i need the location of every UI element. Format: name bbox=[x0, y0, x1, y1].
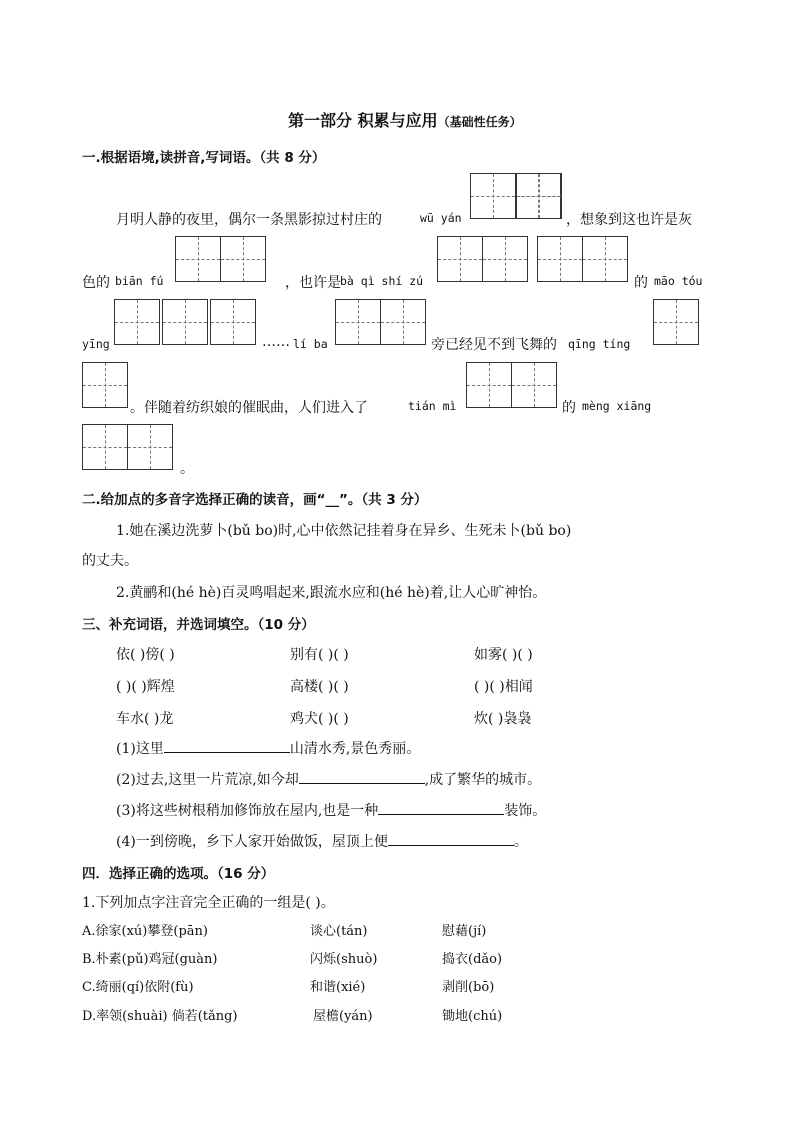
fill-4-before: (4)一到傍晚，乡下人家开始做饭，屋顶上便 bbox=[116, 834, 388, 850]
option-d-1[interactable]: D.率领(shuài) 倘若(tǎng) bbox=[82, 1009, 238, 1024]
section2-q1-line1: 1.她在溪边洗萝卜(bǔ bo)时,心中依然记挂着身在异乡、生死未卜(bǔ bo) bbox=[116, 523, 572, 539]
grid-cell bbox=[482, 236, 528, 282]
page-title bbox=[288, 108, 522, 131]
section1-heading: 一.根据语境,读拼音,写词语。（共 8 分） bbox=[82, 150, 326, 166]
option-d-2: 屋檐(yán) bbox=[313, 1009, 373, 1024]
line4-text: 。伴随着纺织娘的催眠曲，人们进入了 bbox=[130, 400, 368, 416]
pinyin-qingting: qīng tíng bbox=[568, 337, 631, 351]
idiom-1-3: 如雾( )( ) bbox=[474, 647, 533, 663]
answer-grid-wuyan-b[interactable] bbox=[516, 173, 561, 219]
line4-de: 的 bbox=[562, 400, 576, 416]
option-d-3: 锄地(chú) bbox=[442, 1009, 503, 1024]
answer-grid-tianmi[interactable] bbox=[466, 362, 556, 408]
answer-grid-qingting-1[interactable] bbox=[653, 299, 698, 345]
grid-cell bbox=[380, 299, 426, 345]
section2-heading: 二.给加点的多音字选择正确的读音，画“__”。（共 3 分） bbox=[82, 492, 428, 508]
option-a-2: 谈心(tán) bbox=[310, 924, 368, 939]
grid-cell bbox=[653, 299, 699, 345]
title-main: 第一部分 积累与应用 bbox=[288, 111, 438, 130]
pinyin-tianmi: tián mì bbox=[408, 399, 457, 413]
option-c-3: 剥削(bō) bbox=[442, 980, 495, 995]
option-b-3: 捣衣(dǎo) bbox=[442, 952, 503, 967]
grid-cell bbox=[162, 299, 208, 345]
fill-3-after: 装饰。 bbox=[504, 803, 547, 819]
grid-cell bbox=[127, 424, 173, 470]
line2-start: 色的 bbox=[82, 275, 110, 291]
fill-1-blank[interactable] bbox=[164, 738, 290, 753]
grid-cell bbox=[582, 236, 628, 282]
idiom-1-2: 别有( )( ) bbox=[290, 647, 349, 663]
grid-cell bbox=[175, 236, 221, 282]
answer-grid-liba[interactable] bbox=[335, 299, 425, 345]
fill-2-after: ,成了繁华的城市。 bbox=[424, 772, 542, 788]
line1-text: 月明人静的夜里，偶尔一条黑影掠过村庄的 bbox=[116, 212, 382, 228]
fill-1-before: (1)这里 bbox=[116, 741, 164, 757]
line1-after: ，想象到这也许是灰 bbox=[566, 212, 692, 228]
fill-3 bbox=[116, 800, 546, 820]
answer-grid-mengxiang[interactable] bbox=[82, 424, 172, 470]
option-a-3: 慰藉(jí) bbox=[442, 924, 487, 939]
title-sub: （基础性任务） bbox=[437, 115, 522, 129]
line5-end: 。 bbox=[180, 461, 194, 477]
fill-3-blank[interactable] bbox=[378, 800, 504, 815]
grid-cell bbox=[511, 362, 557, 408]
grid-cell bbox=[114, 299, 160, 345]
option-c-1[interactable]: C.绮丽(qí)依附(fù) bbox=[82, 980, 194, 995]
grid-cell bbox=[437, 236, 483, 282]
option-b-2: 闪烁(shuò) bbox=[310, 952, 378, 967]
section4-q1: 1.下列加点字注音完全正确的一组是( )。 bbox=[82, 895, 335, 911]
fill-2-before: (2)过去,这里一片荒凉,如今却 bbox=[116, 772, 299, 788]
fill-2-blank[interactable] bbox=[299, 769, 425, 784]
fill-4-after: 。 bbox=[513, 834, 528, 850]
line2-de: 的 bbox=[634, 275, 648, 291]
fill-4-blank[interactable] bbox=[388, 831, 514, 846]
line3-mid: 旁已经见不到飞舞的 bbox=[431, 337, 557, 353]
answer-grid-bianfu[interactable] bbox=[175, 236, 265, 282]
grid-cell bbox=[220, 236, 266, 282]
pinyin-baqishizu: bà qì shí zú bbox=[340, 274, 424, 288]
grid-cell bbox=[537, 236, 583, 282]
answer-grid-maotouying[interactable] bbox=[114, 299, 254, 345]
option-a-1[interactable]: A.徐家(xú)攀登(pān) bbox=[82, 924, 208, 939]
section4-heading: 四．选择正确的选项。（16 分） bbox=[82, 866, 275, 882]
idiom-3-1: 车水( )龙 bbox=[116, 711, 174, 727]
grid-cell bbox=[82, 424, 128, 470]
answer-grid-qingting-2[interactable] bbox=[82, 362, 127, 408]
idiom-2-1: ( )( )辉煌 bbox=[116, 679, 175, 695]
idiom-2-2: 高楼( )( ) bbox=[290, 679, 349, 695]
section2-q1-line2: 的丈夫。 bbox=[82, 553, 138, 569]
pinyin-maotou: māo tóu bbox=[654, 274, 703, 288]
ellipsis: …… bbox=[262, 334, 290, 350]
answer-grid-baqishizu-2[interactable] bbox=[537, 236, 627, 282]
pinyin-bianfu: biān fú bbox=[115, 274, 164, 288]
grid-cell bbox=[82, 362, 128, 408]
grid-cell bbox=[466, 362, 512, 408]
grid-cell bbox=[210, 299, 256, 345]
line2-mid: ，也许是 bbox=[285, 275, 341, 291]
idiom-3-3: 炊( )袅袅 bbox=[474, 711, 532, 727]
section1-line1 bbox=[116, 209, 382, 229]
option-b-1[interactable]: B.朴素(pǔ)鸡冠(guàn) bbox=[82, 952, 218, 967]
fill-1-after: 山清水秀,景色秀丽。 bbox=[289, 741, 421, 757]
pinyin-wuyan: wū yán bbox=[420, 211, 462, 225]
section3-heading: 三、补充词语，并选词填空。（10 分） bbox=[82, 617, 315, 633]
fill-2 bbox=[116, 769, 541, 789]
pinyin-mengxiang: mèng xiāng bbox=[582, 399, 652, 413]
fill-4 bbox=[116, 831, 528, 851]
section2-q2: 2.黄鹂和(hé hè)百灵鸣唱起来,跟流水应和(hé hè)着,让人心旷神怡。 bbox=[116, 585, 547, 601]
grid-cell bbox=[335, 299, 381, 345]
fill-1 bbox=[116, 738, 420, 758]
answer-grid-baqishizu-1[interactable] bbox=[437, 236, 527, 282]
fill-3-before: (3)将这些树根稍加修饰放在屋内,也是一种 bbox=[116, 803, 379, 819]
option-c-2: 和谐(xié) bbox=[310, 980, 366, 995]
pinyin-ying: yīng bbox=[82, 337, 110, 351]
grid-cell bbox=[470, 173, 516, 219]
grid-cell bbox=[516, 173, 562, 219]
idiom-1-1: 依( )傍( ) bbox=[116, 647, 175, 663]
idiom-2-3: ( )( )相闻 bbox=[474, 679, 533, 695]
pinyin-liba: lí ba bbox=[293, 337, 328, 351]
idiom-3-2: 鸡犬( )( ) bbox=[290, 711, 349, 727]
